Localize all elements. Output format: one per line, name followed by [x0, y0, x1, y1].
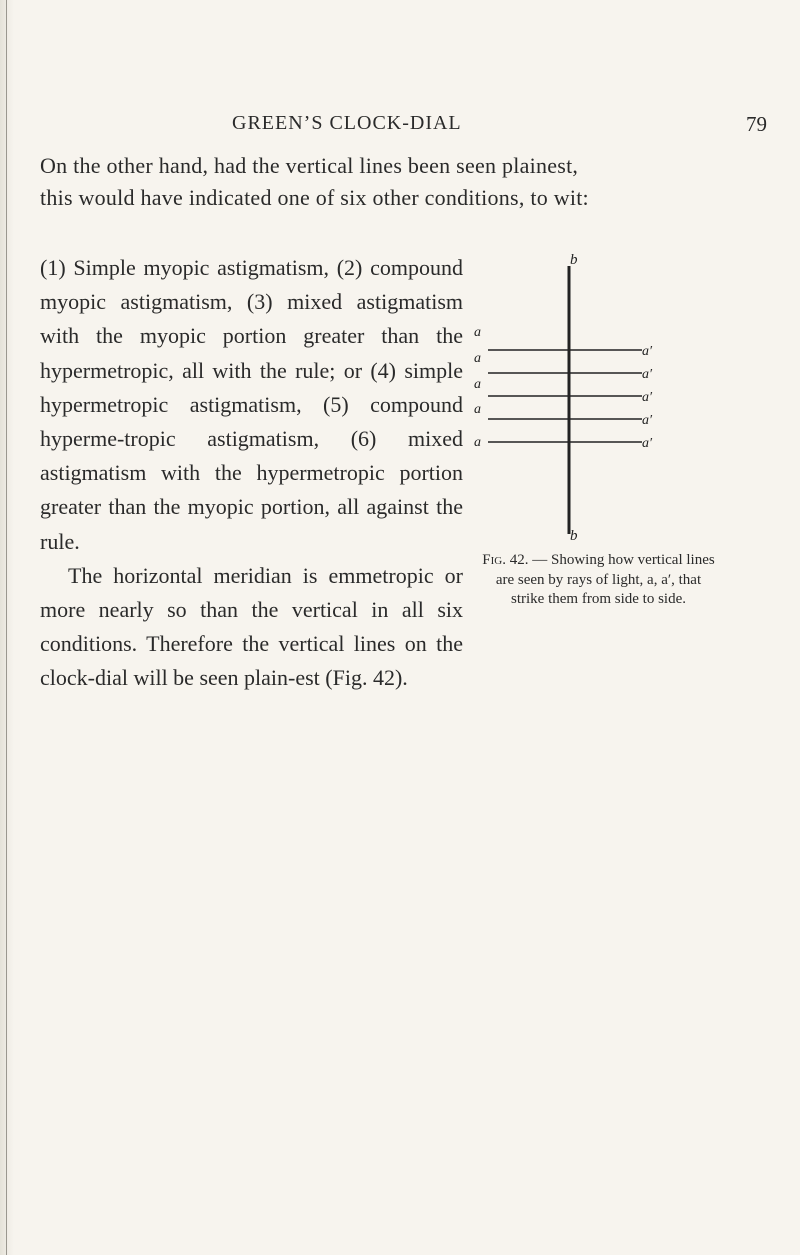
figure-caption	[482, 551, 715, 610]
label-a-prime-1: a′	[642, 344, 653, 359]
running-head	[0, 112, 800, 142]
label-a-prime-2: a′	[642, 367, 653, 382]
caption-figure-label: Fig. 42.	[482, 552, 529, 568]
label-a-1: a	[474, 325, 481, 340]
label-a-4: a	[474, 402, 481, 417]
figure-42-diagram	[474, 252, 774, 542]
paragraph-horizontal-meridian: The horizontal meridian is emmetropic or more nearly so than the vertical in all six conditions. Therefore the vertical lines on the clock-dial will be seen plain-est (Fig. 42).	[40, 562, 463, 691]
caption-text: — Showing how vertical lines are seen by rays of light, a, a′, that strike them from side to side.	[495, 552, 715, 607]
page-number: 79	[746, 112, 767, 136]
text-line-1: On the other hand, had the vertical lines been seen plainest,	[40, 153, 579, 178]
label-b-top: b	[570, 252, 578, 268]
label-a-3: a	[474, 377, 481, 392]
body-column	[40, 251, 463, 696]
figure-42	[474, 252, 774, 542]
paragraph-conditions: (1) Simple myopic astigmatism, (2) compound myopic astigmatism, (3) mixed astigmatism with the myopic portion greater than the hypermetropic, all with the rule; or (4) simple hypermetropic astigmatism, (5) compound hyperme-tropic astigmatism, (6) mixed astigmatism with the hypermetropic portion greater than the myopic portion, all against the rule.	[40, 255, 463, 554]
label-a-prime-4: a′	[642, 413, 653, 428]
label-a-prime-5: a′	[642, 436, 653, 451]
label-a-prime-3: a′	[642, 390, 653, 405]
page-binding-edge	[0, 0, 14, 1255]
label-a-2: a	[474, 351, 481, 366]
label-a-5: a	[474, 435, 481, 450]
label-b-bottom: b	[570, 528, 578, 542]
chapter-title: GREEN’S CLOCK-DIAL	[232, 112, 462, 134]
text-line-2: this would have indicated one of six other conditions, to wit:	[40, 185, 589, 210]
